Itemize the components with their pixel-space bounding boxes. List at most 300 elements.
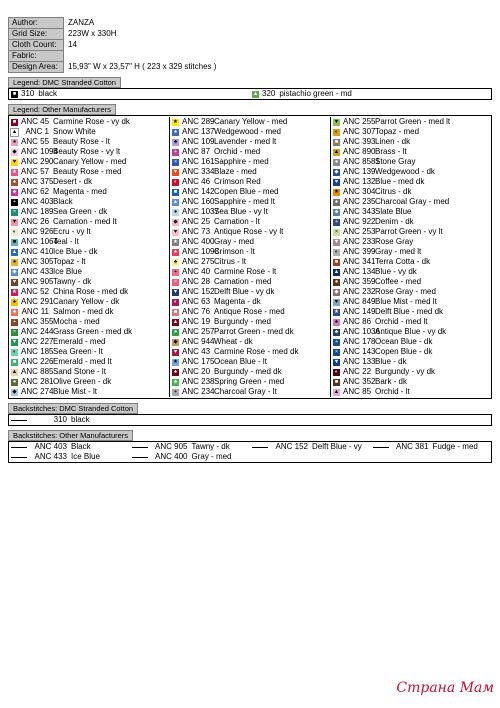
- color-swatch-icon: ▼: [172, 288, 179, 295]
- legend-item: [331, 247, 491, 257]
- legend-code: ANC 19: [182, 317, 211, 326]
- legend-item: [170, 217, 330, 227]
- legend-item: [9, 307, 169, 317]
- pattern-info-table: [8, 17, 220, 73]
- legend-item: [331, 167, 491, 177]
- backstitch-line-icon: [373, 447, 389, 448]
- legend-color-name: Orchid - lt: [375, 387, 410, 396]
- legend-code: ANC 26: [21, 217, 50, 226]
- legend-item: [9, 187, 169, 197]
- legend-color-name: Blue - med dk: [375, 177, 425, 186]
- color-swatch-icon: ■: [173, 188, 178, 195]
- legend-color-name: Parrot Green - med dk: [214, 327, 294, 336]
- legend-code: ANC 399: [343, 247, 376, 256]
- legend-item: [331, 207, 491, 217]
- legend-color-name: Citrus - dk: [375, 187, 412, 196]
- legend-color-name: Citrus - lt: [214, 257, 246, 266]
- legend-code: ANC 43: [182, 347, 211, 356]
- legend-item: [9, 387, 169, 397]
- color-swatch-icon: ▲: [172, 198, 179, 205]
- legend-dmc-title: Legend: DMC Stranded Cotton: [8, 77, 121, 88]
- legend-item: [331, 257, 491, 267]
- legend-code: ANC 291: [21, 297, 54, 306]
- color-swatch-icon: ◐: [173, 178, 178, 185]
- color-swatch-icon: ■: [334, 378, 339, 385]
- legend-color-name: Canary Yellow - dk: [53, 297, 120, 306]
- legend-item: [9, 337, 169, 347]
- legend-dmc-row: [9, 89, 491, 99]
- legend-color-name: Sapphire - med lt: [214, 197, 275, 206]
- legend-code: ANC 233: [343, 237, 376, 246]
- legend-item: [9, 247, 169, 257]
- legend-dmc-item: [9, 89, 250, 99]
- info-row: [9, 62, 220, 73]
- legend-code: ANC 281: [21, 377, 54, 386]
- legend-item: [170, 327, 330, 337]
- legend-item: [170, 147, 330, 157]
- color-swatch-icon: ▲: [333, 148, 340, 155]
- legend-code: ANC 20: [182, 367, 211, 376]
- legend-code: ANC 55: [21, 137, 50, 146]
- legend-color-name: Wedgewood - med: [214, 127, 281, 136]
- legend-item: [9, 157, 169, 167]
- legend-code: ANC 185: [21, 347, 54, 356]
- legend-color-name: Linen - dk: [375, 137, 411, 146]
- color-swatch-icon: ♠: [333, 319, 340, 326]
- legend-column-1: [9, 117, 169, 397]
- color-swatch-icon: ▼: [172, 168, 179, 175]
- legend-code: ANC 73: [182, 227, 211, 236]
- legend-item: [170, 337, 330, 347]
- legend-item: [331, 237, 491, 247]
- legend-color-name: Wedgewood - dk: [375, 167, 435, 176]
- legend-item: [170, 127, 330, 137]
- legend-item: [331, 367, 491, 377]
- color-swatch-icon: ▼: [333, 358, 340, 365]
- legend-item: [331, 337, 491, 347]
- legend-code: ANC 944: [182, 337, 215, 346]
- legend-item: [331, 357, 491, 367]
- legend-item: [170, 297, 330, 307]
- info-row: [9, 51, 220, 62]
- legend-color-name: Sea Blue - vy lt: [214, 207, 268, 216]
- legend-item: [170, 157, 330, 167]
- legend-code: ANC 133: [343, 357, 376, 366]
- legend-item: [331, 157, 491, 167]
- legend-color-name: Blue Mist - med lt: [375, 297, 437, 306]
- legend-code: ANC 109: [182, 137, 215, 146]
- backstitch-dmc-row: [9, 415, 491, 425]
- legend-item: [331, 187, 491, 197]
- legend-color-name: Olive Green - dk: [53, 377, 112, 386]
- info-value: 15,93" W x 23,57" H ( 223 x 329 stitches ): [68, 62, 217, 71]
- color-swatch-icon: +: [12, 318, 17, 325]
- color-swatch-icon: ♥: [334, 178, 339, 185]
- legend-code: ANC 86: [343, 317, 372, 326]
- legend-code: ANC 341: [343, 257, 376, 266]
- color-swatch-icon: ●: [173, 208, 178, 215]
- color-swatch-icon: ◆: [12, 148, 17, 155]
- legend-code: ANC 87: [182, 147, 211, 156]
- backstitch-code: ANC 400: [155, 452, 188, 461]
- legend-code: ANC 25: [182, 217, 211, 226]
- legend-color-name: Antique Blue - vy dk: [375, 327, 447, 336]
- info-label: Cloth Count:: [9, 40, 64, 51]
- legend-code: ANC 139: [343, 167, 376, 176]
- legend-code: ANC 410: [21, 247, 54, 256]
- color-swatch-icon: ♣: [173, 138, 178, 145]
- legend-item: [170, 227, 330, 237]
- backstitch-code: 310: [53, 415, 67, 424]
- legend-code: ANC 849: [343, 297, 376, 306]
- legend-color-name: Terra Cotta - dk: [375, 257, 431, 266]
- backstitch-color-name: Delft Blue - vy: [312, 442, 362, 451]
- backstitch-line-icon: [11, 420, 27, 421]
- legend-item: [170, 267, 330, 277]
- legend-color-name: China Rose - med dk: [53, 287, 129, 296]
- color-swatch-icon: ♣: [334, 208, 339, 215]
- backstitch-color-name: Ice Blue: [71, 452, 100, 461]
- legend-color-name: Stone Gray: [375, 157, 416, 166]
- legend-item: [9, 377, 169, 387]
- pattern-legend-page: [8, 17, 492, 464]
- legend-code: ANC 1036: [343, 327, 380, 336]
- legend-code: ANC 905: [21, 277, 54, 286]
- legend-code: ANC 152: [182, 287, 215, 296]
- legend-code: ANC 85: [343, 387, 372, 396]
- color-swatch-icon: ◆: [334, 288, 339, 295]
- legend-item: [170, 197, 330, 207]
- backstitch-code: ANC 152: [275, 442, 308, 451]
- legend-item: [331, 307, 491, 317]
- color-swatch-icon: ♥: [173, 348, 178, 355]
- legend-color-name: Charcoal Gray - med: [375, 197, 450, 206]
- info-value: ZANZA: [68, 18, 95, 27]
- legend-color-name: Blue - dk: [375, 357, 407, 366]
- color-swatch-icon: ♠: [333, 199, 340, 206]
- backstitch-color-name: Black: [71, 442, 91, 451]
- legend-color-name: Sapphire - med: [214, 157, 269, 166]
- legend-code: ANC 40: [182, 267, 211, 276]
- color-swatch-icon: +: [12, 198, 17, 205]
- backstitch-line-icon: [11, 447, 27, 448]
- color-swatch-icon: ●: [12, 258, 17, 265]
- legend-code: ANC 232: [343, 287, 376, 296]
- legend-item: [9, 297, 169, 307]
- backstitch-color-name: Gray - med: [191, 452, 232, 461]
- legend-color-name: Canary Yellow - med: [53, 157, 127, 166]
- color-swatch-icon: ♣: [173, 258, 178, 265]
- legend-item: [170, 387, 330, 397]
- legend-code: ANC 890: [343, 147, 376, 156]
- legend-item: [9, 237, 169, 247]
- legend-code: ANC 255: [343, 117, 376, 126]
- legend-color-name: Carnation - med: [214, 277, 272, 286]
- info-label: Author:: [9, 18, 64, 29]
- legend-code: ANC 343: [343, 207, 376, 216]
- legend-other-box: [8, 115, 492, 399]
- legend-color-name: Burgundy - med dk: [214, 367, 282, 376]
- backstitch-dmc-box: [8, 414, 492, 426]
- legend-code: ANC 307: [343, 127, 376, 136]
- legend-color-name: Beauty Rose - lt: [53, 137, 110, 146]
- color-swatch-icon: ×: [12, 208, 17, 215]
- legend-color-name: Carmine Rose - vy dk: [53, 117, 130, 126]
- legend-code: ANC 304: [343, 187, 376, 196]
- legend-item: [170, 277, 330, 287]
- legend-code: ANC 253: [343, 227, 376, 236]
- info-label: Grid Size:: [9, 29, 64, 40]
- legend-code: ANC 226: [21, 357, 54, 366]
- legend-color-name: Grass Green - med dk: [53, 327, 133, 336]
- backstitch-row: [9, 452, 491, 462]
- color-swatch-icon: ★: [334, 308, 339, 315]
- info-label: Fabric:: [9, 51, 64, 62]
- legend-color-name: Ice Blue - dk: [53, 247, 98, 256]
- legend-color-name: Carmine Rose - lt: [214, 267, 277, 276]
- color-swatch-icon: ▼: [11, 338, 18, 345]
- legend-code: ANC 359: [343, 277, 376, 286]
- color-swatch-icon: +: [334, 338, 339, 345]
- legend-item: [331, 117, 491, 127]
- legend-color-name: Slate Blue: [375, 207, 412, 216]
- legend-color-name: Magenta - dk: [214, 297, 261, 306]
- legend-color-name: Parrot Green - med lt: [375, 117, 451, 126]
- legend-code: ANC 46: [182, 177, 211, 186]
- legend-code: 320: [262, 89, 276, 98]
- legend-code: ANC 433: [21, 267, 54, 276]
- legend-color-name: Ocean Blue - lt: [214, 357, 267, 366]
- legend-code: ANC 355: [21, 317, 54, 326]
- legend-item: [331, 177, 491, 187]
- color-swatch-icon: ◆: [173, 338, 178, 345]
- legend-color-name: Wheat - dk: [214, 337, 253, 346]
- backstitch-line-icon: [132, 457, 148, 458]
- legend-code: ANC 76: [182, 307, 211, 316]
- legend-item: [170, 117, 330, 127]
- legend-color-name: Black: [53, 197, 73, 206]
- color-swatch-icon: ★: [173, 358, 178, 365]
- legend-code: ANC 235: [343, 197, 376, 206]
- legend-color-name: Antique Rose - vy lt: [214, 227, 284, 236]
- legend-code: ANC 45: [21, 117, 50, 126]
- legend-item: [170, 167, 330, 177]
- legend-code: ANC 375: [21, 177, 54, 186]
- color-swatch-icon: ♥: [12, 278, 17, 285]
- legend-code: ANC 922: [343, 217, 376, 226]
- legend-color-name: Rose Gray - med: [375, 287, 436, 296]
- legend-color-name: Ice Blue: [53, 267, 82, 276]
- legend-color-name: Carnation - med lt: [53, 217, 117, 226]
- legend-other-section: [8, 104, 492, 399]
- color-swatch-icon: ▲: [11, 248, 18, 255]
- legend-item: [170, 367, 330, 377]
- backstitch-code: ANC 433: [34, 452, 67, 461]
- legend-color-name: black: [38, 89, 58, 98]
- legend-code: ANC 1064: [21, 237, 58, 246]
- legend-color-name: Rose Gray: [375, 237, 414, 246]
- color-swatch-icon: ■: [173, 308, 178, 315]
- backstitch-other-section: [8, 430, 492, 463]
- legend-color-name: Magenta - med: [53, 187, 107, 196]
- legend-item: [9, 227, 169, 237]
- backstitch-color-name: Tawny - dk: [191, 442, 230, 451]
- legend-code: ANC 1098: [182, 247, 219, 256]
- legend-item: [9, 147, 169, 157]
- legend-code: ANC 1: [25, 127, 49, 136]
- legend-item: [170, 377, 330, 387]
- legend-item: [170, 187, 330, 197]
- legend-code: ANC 137: [182, 127, 215, 136]
- legend-item: [9, 317, 169, 327]
- color-swatch-icon: ◆: [12, 268, 17, 275]
- watermark-logo: Страна Мам: [396, 680, 494, 696]
- legend-color-name: Sea Green - lt: [53, 347, 103, 356]
- backstitch-line-icon: [252, 447, 268, 448]
- legend-item: [9, 177, 169, 187]
- color-swatch-icon: ■: [334, 258, 339, 265]
- legend-item: [9, 287, 169, 297]
- color-swatch-icon: ◐: [334, 368, 339, 375]
- color-swatch-icon: +: [173, 148, 178, 155]
- legend-column-2: [169, 117, 331, 397]
- color-swatch-icon: ▲: [333, 388, 340, 395]
- legend-code: ANC 189: [21, 207, 54, 216]
- color-swatch-icon: +: [173, 388, 178, 395]
- color-swatch-icon: ♠: [172, 249, 179, 256]
- backstitch-code: ANC 381: [396, 442, 429, 451]
- color-swatch-icon: ★: [334, 188, 339, 195]
- legend-code: ANC 257: [182, 327, 215, 336]
- color-swatch-icon: ●: [334, 158, 339, 165]
- legend-color-name: Spring Green - med: [214, 377, 285, 386]
- color-swatch-icon: ×: [12, 328, 17, 335]
- color-swatch-icon: ◆: [12, 388, 17, 395]
- legend-color-name: Topaz - lt: [53, 257, 86, 266]
- legend-code: ANC 274: [21, 387, 54, 396]
- legend-color-name: Gray - med lt: [375, 247, 422, 256]
- legend-code: ANC 63: [182, 297, 211, 306]
- legend-item: [9, 137, 169, 147]
- backstitch-color-name: black: [71, 415, 90, 424]
- legend-item: [170, 207, 330, 217]
- legend-item: [170, 357, 330, 367]
- backstitch-code: ANC 905: [155, 442, 188, 451]
- legend-item: [9, 167, 169, 177]
- legend-code: ANC 57: [21, 167, 50, 176]
- legend-color-name: Blue Mist - lt: [53, 387, 98, 396]
- legend-dmc-item: [250, 89, 491, 99]
- legend-item: [331, 277, 491, 287]
- legend-color-name: Canary Yellow - med: [214, 117, 288, 126]
- legend-color-name: Copen Blue - med: [214, 187, 279, 196]
- legend-item: [331, 297, 491, 307]
- info-value: 14: [68, 40, 77, 49]
- backstitch-item: [250, 442, 371, 452]
- color-swatch-icon: ▲: [333, 268, 340, 275]
- color-swatch-icon: ★: [12, 288, 17, 295]
- legend-color-name: Ecru - vy lt: [53, 227, 91, 236]
- color-swatch-icon: ▼: [333, 118, 340, 125]
- legend-item: [9, 257, 169, 267]
- legend-color-name: Orchid - med lt: [375, 317, 428, 326]
- color-swatch-icon: ♥: [173, 228, 178, 235]
- legend-other-title: Legend: Other Manufacturers: [8, 104, 116, 115]
- legend-color-name: Beauty Rose - med: [53, 167, 122, 176]
- color-swatch-icon: ◐: [334, 128, 339, 135]
- info-value: [64, 51, 220, 62]
- legend-item: [9, 197, 169, 207]
- info-row: [9, 40, 220, 51]
- legend-color-name: Desert - dk: [53, 177, 93, 186]
- legend-item: [170, 257, 330, 267]
- legend-color-name: Teal - lt: [53, 237, 79, 246]
- backstitch-line-icon: [11, 457, 27, 458]
- legend-item: [9, 217, 169, 227]
- backstitch-item: [371, 442, 492, 452]
- legend-item: [331, 147, 491, 157]
- legend-item: [331, 327, 491, 337]
- legend-item: [331, 317, 491, 327]
- color-swatch-icon: ▼: [11, 218, 18, 225]
- legend-item: [9, 267, 169, 277]
- legend-color-name: Brass - lt: [375, 147, 407, 156]
- legend-item: [331, 137, 491, 147]
- legend-code: ANC 132: [343, 177, 376, 186]
- legend-code: ANC 142: [182, 187, 215, 196]
- backstitch-item: [9, 452, 130, 462]
- legend-code: ANC 352: [343, 377, 376, 386]
- legend-color-name: Denim - dk: [375, 217, 414, 226]
- legend-color-name: Parrot Green - vy lt: [375, 227, 443, 236]
- legend-code: ANC 234: [182, 387, 215, 396]
- legend-item: [9, 367, 169, 377]
- color-swatch-icon: ★: [173, 238, 178, 245]
- legend-color-name: Blaze - med: [214, 167, 257, 176]
- legend-code: ANC 149: [343, 307, 376, 316]
- color-swatch-icon: ▲: [11, 368, 18, 375]
- backstitch-color-name: Fudge - med: [432, 442, 478, 451]
- info-row: [9, 18, 220, 29]
- legend-item: [331, 347, 491, 357]
- color-swatch-icon: ■: [12, 358, 17, 365]
- color-swatch-icon: ♣: [12, 188, 17, 195]
- legend-color-name: Emerald - med: [53, 337, 106, 346]
- color-swatch-icon: ●: [334, 278, 339, 285]
- color-swatch-icon: ▲: [172, 318, 179, 325]
- legend-dmc-box: [8, 88, 492, 100]
- legend-code: ANC 926: [21, 227, 54, 236]
- legend-code: ANC 143: [343, 347, 376, 356]
- legend-color-name: Carnation - lt: [214, 217, 260, 226]
- backstitch-item: [130, 452, 251, 462]
- legend-column-3: [331, 117, 491, 397]
- legend-item: [9, 347, 169, 357]
- legend-color-name: Blue - vy dk: [375, 267, 417, 276]
- color-swatch-icon: ×: [173, 278, 178, 285]
- legend-color-name: Beauty Rose - vy lt: [53, 147, 121, 156]
- backstitch-other-title: Backstitches: Other Manufacturers: [8, 430, 133, 441]
- legend-item: [170, 287, 330, 297]
- backstitch-row: [9, 442, 491, 452]
- legend-item: [170, 237, 330, 247]
- legend-color-name: Gray - med: [214, 237, 255, 246]
- color-swatch-icon: ◆: [173, 218, 178, 225]
- color-swatch-icon: ●: [173, 328, 178, 335]
- legend-code: ANC 175: [182, 357, 215, 366]
- legend-code: ANC 289: [182, 117, 215, 126]
- color-swatch-icon: ★: [173, 118, 178, 125]
